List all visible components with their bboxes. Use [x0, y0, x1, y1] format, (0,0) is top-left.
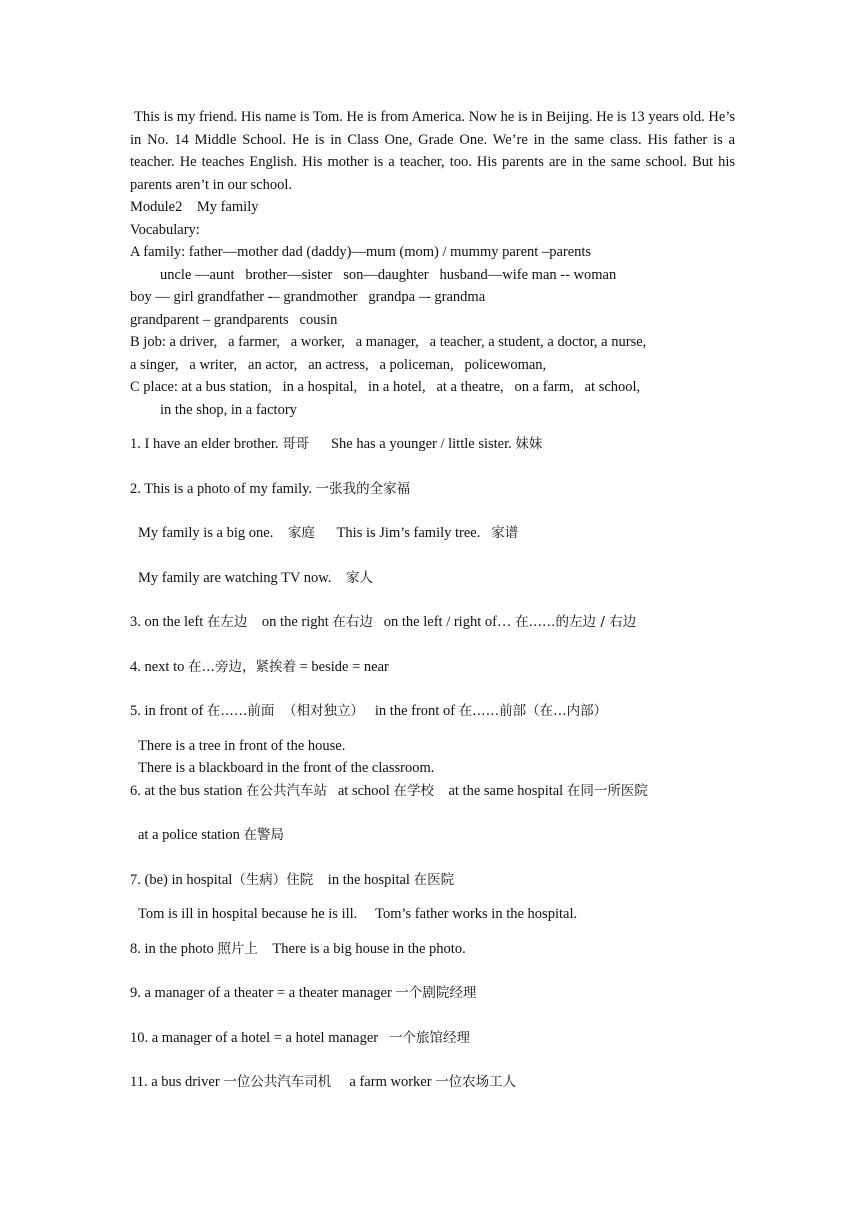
- note-2-example-1: My family is a big one. 家庭 This is Jim’s family tree. 家谱: [138, 525, 519, 541]
- note-7: 7. (be) in hospital（生病）住院 in the hospital 在医院: [130, 871, 455, 888]
- vocab-place-line-2: in the shop, in a factory: [160, 401, 297, 418]
- note-3: 3. on the left 在左边 on the right 在右边 on the left / right of… 在……的左边 / 右边: [130, 614, 637, 630]
- note-5: 5. in front of 在……前面 （相对独立） in the front of 在……前部（在…内部）: [130, 703, 608, 719]
- document-page: [130, 106, 735, 1094]
- note-2: 2. This is a photo of my family. 一张我的全家福: [130, 480, 411, 497]
- vocab-job-line-2: a singer, a writer, an actor, an actress, a policeman, policewoman,: [130, 356, 547, 373]
- vocab-family-line-4: grandparent – grandparents cousin: [130, 311, 338, 328]
- note-4: 4. next to 在…旁边，紧挨着 = beside = near: [130, 658, 389, 675]
- note-6: 6. at the bus station 在公共汽车站 at school 在学校 at the same hospital 在同一所医院: [130, 782, 648, 799]
- intro-paragraph: This is my friend. His name is Tom. He is from America. Now he is in Beijing. He is 13 years old. He’s in No. 14 Middle School. He is in Class One, Grade One. We’re in the same class. His father is a teacher. He teaches English. His mother is a teacher, too. His parents are in the same school. But his parents aren’t in our school.: [130, 109, 735, 193]
- note-2-example-2: My family are watching TV now. 家人: [138, 569, 373, 586]
- vocab-family-line-1: A family: father—mother dad (daddy)—mum (mom) / mummy parent –parents: [130, 244, 592, 260]
- note-6-example: at a police station 在警局: [138, 827, 284, 843]
- note-5-example-1: There is a tree in front of the house.: [138, 737, 346, 754]
- note-5-example-2: There is a blackboard in the front of the classroom.: [138, 760, 435, 776]
- vocab-family-line-2: uncle —aunt brother—sister son—daughter husband—wife man -- woman: [160, 266, 617, 283]
- note-10: 10. a manager of a hotel = a hotel manager 一个旅馆经理: [130, 1029, 471, 1046]
- vocab-place-line-1: C place: at a bus station, in a hospital, in a hotel, at a theatre, on a farm, at school,: [130, 379, 641, 395]
- note-7-example: Tom is ill in hospital because he is ill. Tom’s father works in the hospital.: [138, 906, 578, 922]
- note-8: 8. in the photo 照片上 There is a big house in the photo.: [130, 940, 466, 957]
- module-title: Module2 My family: [130, 199, 259, 215]
- vocab-job-line-1: B job: a driver, a farmer, a worker, a manager, a teacher, a student, a doctor, a nurse,: [130, 334, 647, 350]
- note-9: 9. a manager of a theater = a theater manager 一个剧院经理: [130, 985, 477, 1001]
- note-1: 1. I have an elder brother. 哥哥 She has a younger / little sister. 妹妹: [130, 436, 543, 452]
- vocab-family-line-3: boy — girl grandfather -– grandmother grandpa –- grandma: [130, 289, 486, 305]
- vocabulary-label: Vocabulary:: [130, 221, 200, 238]
- note-11: 11. a bus driver 一位公共汽车司机 a farm worker 一位农场工人: [130, 1074, 517, 1090]
